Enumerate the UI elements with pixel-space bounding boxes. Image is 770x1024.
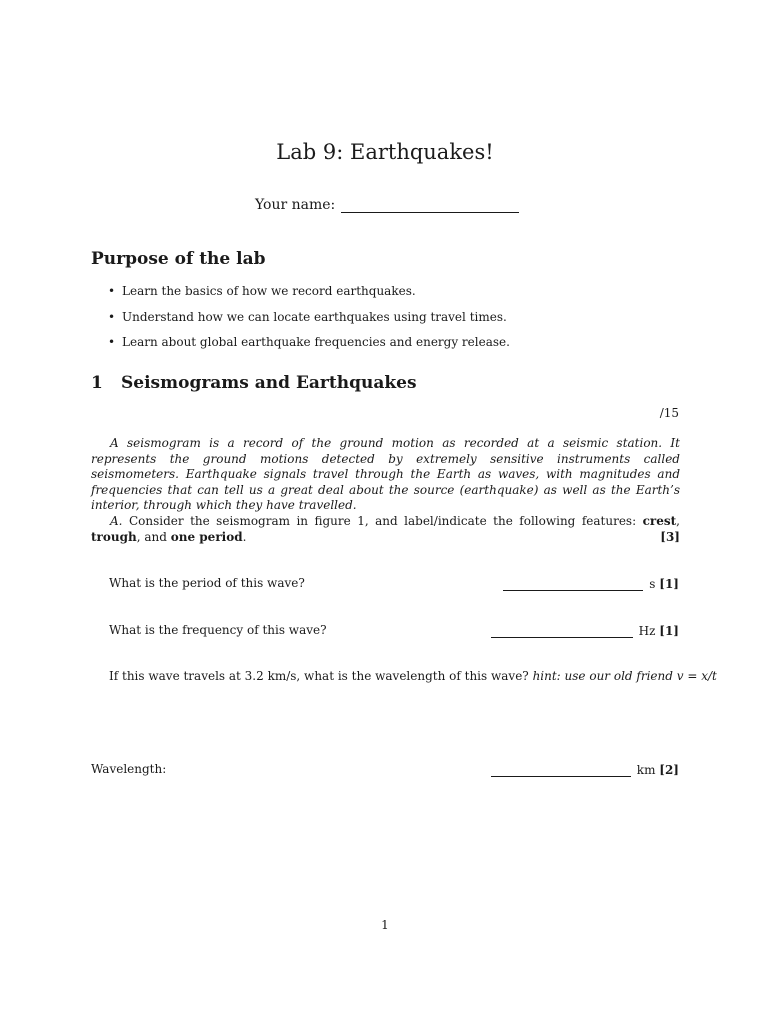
- period-answer-field[interactable]: [503, 576, 643, 591]
- frequency-answer-row: [491, 623, 679, 638]
- question-a-text: Consider the seismogram in figure 1, and label/indicate the following features:: [128, 514, 637, 528]
- purpose-heading: Purpose of the lab: [91, 249, 266, 269]
- list-item: [108, 310, 510, 336]
- wavelength-question-text: If this wave travels at 3.2 km/s, what is the wavelength of this wave?: [109, 669, 529, 683]
- question-a-points: [3]: [660, 530, 680, 544]
- section-score: /15: [659, 406, 679, 420]
- list-item: [108, 335, 510, 361]
- bullet-icon: •: [108, 309, 116, 324]
- section-title: Seismograms and Earthquakes: [121, 373, 417, 393]
- list-item: [108, 284, 510, 310]
- question-wavelength: [109, 669, 717, 683]
- question-a: A. Consider the seismogram in figure 1, and label/indicate the following features: crest, trough, and one period. [3]: [91, 514, 680, 544]
- frequency-answer-field[interactable]: [491, 623, 633, 638]
- wavelength-unit: km: [636, 763, 656, 777]
- frequency-unit: Hz: [638, 624, 656, 638]
- question-period: What is the period of this wave?: [109, 576, 305, 590]
- bullet-icon: •: [108, 284, 116, 298]
- term-crest: crest: [642, 514, 677, 528]
- wavelength-answer-row: [491, 762, 679, 777]
- section-1-heading: [91, 373, 417, 393]
- question-frequency: What is the frequency of this wave?: [109, 623, 327, 637]
- bullet-icon: •: [108, 335, 116, 349]
- wavelength-points: [2]: [659, 763, 679, 777]
- wavelength-answer-field[interactable]: [491, 762, 631, 777]
- list-item-text: Understand how we can locate earthquakes using travel times.: [122, 309, 507, 324]
- term-trough: trough: [91, 530, 137, 544]
- section-number: 1: [91, 373, 103, 393]
- page-title: Lab 9: Earthquakes!: [276, 140, 494, 164]
- wavelength-label: Wavelength:: [91, 762, 167, 776]
- name-label: Your name:: [255, 197, 336, 213]
- wavelength-hint: hint: use our old friend v = x/t: [532, 669, 717, 683]
- period-answer-row: [503, 576, 679, 591]
- name-row: [255, 197, 519, 213]
- intro-text: A seismogram is a record of the ground motion as recorded at a seismic station. It represents the ground motions detected by extremely sensitive instruments called seismometers. Earthquake signals travel through the Earth as waves, with magnitudes and frequencies that can tell us a great deal about the source (earthquake) as well as the Earth’s interior, through which they have travelled.: [91, 436, 680, 512]
- list-item-text: Learn the basics of how we record earthquakes.: [122, 284, 416, 298]
- purpose-list: [108, 284, 510, 361]
- question-a-label: A.: [110, 514, 123, 528]
- page-number: 1: [381, 918, 389, 932]
- list-item-text: Learn about global earthquake frequencies and energy release.: [122, 335, 510, 349]
- term-period: one period: [170, 530, 243, 544]
- period-unit: s: [649, 577, 656, 591]
- period-points: [1]: [659, 577, 679, 591]
- name-field[interactable]: [341, 198, 519, 213]
- frequency-points: [1]: [659, 624, 679, 638]
- intro-paragraph: [91, 436, 680, 514]
